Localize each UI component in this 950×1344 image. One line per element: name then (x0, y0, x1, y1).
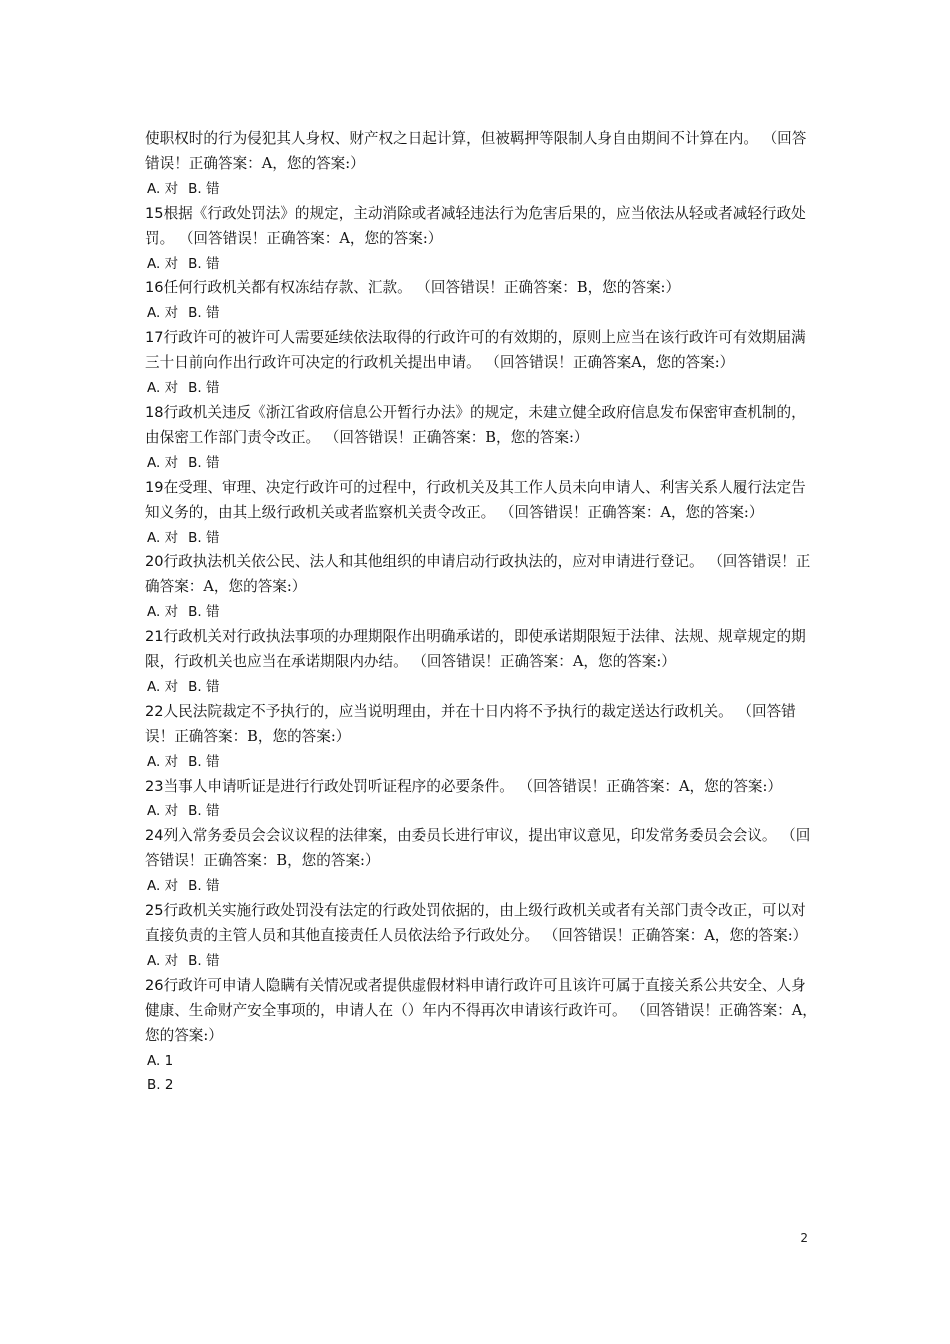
answer-options (145, 177, 817, 202)
answer-option[interactable]: B. 错 (188, 454, 220, 471)
question-body: 行政机关实施行政处罚没有法定的行政处罚依据的，由上级行政机关或者有关部门责令改正，可以对直接负责的主管人员和其他直接责任人员依法给予行政处分。 （回答错误！正确答案：A，您的答案:） (145, 902, 808, 944)
question-number: 26 (145, 976, 164, 994)
question-body: 行政许可申请人隐瞒有关情况或者提供虚假材料申请行政许可且该许可属于直接关系公共安全、人身健康、生命财产安全事项的，申请人在（）年内不得再次申请该行政许可。 （回答错误！正确答案：A，您的答案:） (145, 976, 817, 1044)
question-text (145, 775, 817, 800)
answer-option[interactable]: B. 错 (188, 952, 220, 969)
answer-option[interactable]: A. 对 (147, 305, 179, 322)
question-text (145, 625, 817, 675)
question-number: 22 (145, 702, 164, 720)
question-number: 19 (145, 478, 164, 496)
page-number: 2 (800, 1231, 808, 1245)
question-text (145, 276, 817, 301)
question-body: 行政许可的被许可人需要延续依法取得的行政许可的有效期的，原则上应当在该行政许可有效期届满三十日前向作出行政许可决定的行政机关提出申请。 （回答错误！正确答案A，您的答案:） (145, 329, 806, 372)
answer-option[interactable]: A. 1 (147, 1052, 174, 1069)
answer-option[interactable]: B. 错 (188, 305, 220, 322)
question-number: 18 (145, 403, 164, 421)
answer-option[interactable]: B. 错 (188, 604, 220, 621)
answer-option[interactable]: B. 错 (188, 380, 220, 397)
question-text (145, 202, 817, 252)
answer-option[interactable]: A. 对 (147, 952, 179, 969)
question-body: 使职权时的行为侵犯其人身权、财产权之日起计算，但被羁押等限制人身自由期间不计算在内。 （回答错误！正确答案：A，您的答案:） (145, 130, 807, 172)
answer-option[interactable]: B. 错 (188, 529, 220, 546)
answer-option[interactable]: A. 对 (147, 454, 179, 471)
question-number: 24 (145, 827, 164, 845)
answer-options (145, 949, 817, 974)
answer-option[interactable]: A. 对 (147, 380, 179, 397)
question-number: 21 (145, 628, 164, 646)
answer-options (145, 675, 817, 700)
question-number: 17 (145, 329, 164, 347)
answer-option[interactable]: A. 对 (147, 529, 179, 546)
answer-options (145, 750, 817, 775)
answer-option[interactable]: A. 对 (147, 753, 179, 770)
answer-options (145, 1049, 817, 1099)
answer-option[interactable]: A. 对 (147, 255, 179, 272)
question-body: 根据《行政处罚法》的规定，主动消除或者减轻违法行为危害后果的，应当依法从轻或者减轻行政处罚。 （回答错误！正确答案：A，您的答案:） (145, 204, 806, 247)
question-number: 25 (145, 902, 164, 920)
question-text (145, 974, 817, 1049)
answer-option[interactable]: B. 错 (188, 255, 220, 272)
answer-option[interactable]: B. 错 (188, 878, 220, 895)
question-body: 在受理、审理、决定行政许可的过程中，行政机关及其工作人员未向申请人、利害关系人履行法定告知义务的，由其上级行政机关或者监察机关责令改正。 （回答错误！正确答案：A，您的答案:） (145, 478, 806, 521)
question-text (145, 326, 817, 376)
answer-options (145, 301, 817, 326)
question-text (145, 550, 817, 600)
question-text (145, 476, 817, 526)
question-text (145, 899, 817, 949)
answer-option[interactable]: A. 对 (147, 678, 179, 695)
answer-option[interactable]: A. 对 (147, 180, 179, 197)
question-body: 行政执法机关依公民、法人和其他组织的申请启动行政执法的，应对申请进行登记。 （回答错误！正确答案：A，您的答案:） (145, 553, 811, 596)
answer-options (145, 600, 817, 625)
question-number: 15 (145, 204, 164, 222)
answer-options (145, 451, 817, 476)
question-body: 列入常务委员会会议议程的法律案，由委员长进行审议，提出审议意见，印发常务委员会会议。 （回答错误！正确答案：B，您的答案:） (145, 827, 811, 870)
question-number: 16 (145, 279, 164, 297)
answer-options (145, 526, 817, 551)
question-number: 23 (145, 777, 164, 795)
question-number: 20 (145, 553, 164, 571)
answer-options (145, 376, 817, 401)
question-body: 当事人申请听证是进行行政处罚听证程序的必要条件。 （回答错误！正确答案：A，您的答案:） (163, 777, 783, 795)
question-text (145, 824, 817, 874)
question-text (145, 401, 817, 451)
answer-option[interactable]: A. 对 (147, 604, 179, 621)
question-text (145, 127, 817, 177)
question-text (145, 700, 817, 750)
answer-option[interactable]: B. 错 (188, 180, 220, 197)
question-body: 行政机关对行政执法事项的办理期限作出明确承诺的，即使承诺期限短于法律、法规、规章规定的期限，行政机关也应当在承诺期限内办结。 （回答错误！正确答案：A，您的答案:） (145, 628, 806, 671)
question-body: 行政机关违反《浙江省政府信息公开暂行办法》的规定，未建立健全政府信息发布保密审查机制的，由保密工作部门责令改正。 （回答错误！正确答案：B，您的答案:） (145, 403, 806, 446)
question-body: 任何行政机关都有权冻结存款、汇款。 （回答错误！正确答案：B，您的答案:） (163, 279, 681, 297)
question-list (145, 127, 817, 1098)
answer-option[interactable]: B. 2 (147, 1077, 174, 1094)
question-body: 人民法院裁定不予执行的，应当说明理由，并在十日内将不予执行的裁定送达行政机关。 （回答错误！正确答案：B，您的答案:） (145, 702, 796, 745)
answer-option[interactable]: B. 错 (188, 753, 220, 770)
answer-option[interactable]: B. 错 (188, 803, 220, 820)
answer-options (145, 874, 817, 899)
answer-option[interactable]: A. 对 (147, 878, 179, 895)
answer-option[interactable]: B. 错 (188, 678, 220, 695)
answer-options (145, 799, 817, 824)
answer-options (145, 252, 817, 277)
answer-option[interactable]: A. 对 (147, 803, 179, 820)
